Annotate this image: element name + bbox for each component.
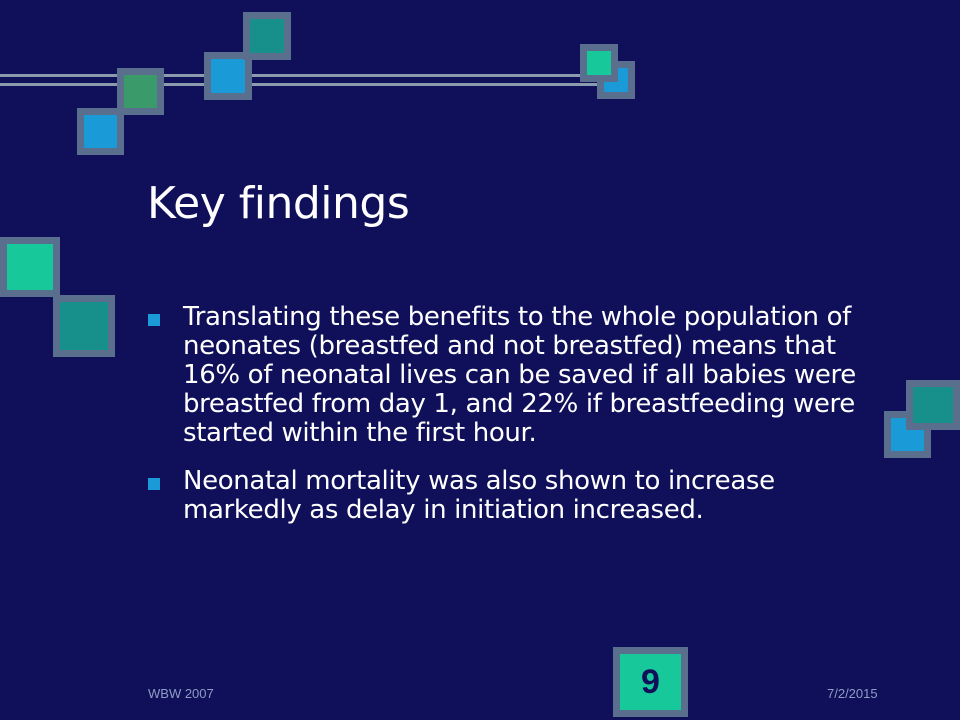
decorative-line bbox=[0, 74, 620, 77]
bullet-text: Translating these benefits to the whole population of neonates (breastfed and not breastfed) means that 16% of neonatal lives can be saved if all babies were breastfed from day 1, and 22% if breastfeeding were started within the first hour. bbox=[183, 302, 856, 448]
decorative-square bbox=[77, 108, 124, 155]
bullet-text: Neonatal mortality was also shown to increase markedly as delay in initiation increased. bbox=[183, 466, 775, 525]
decorative-square bbox=[580, 44, 618, 82]
decorative-square bbox=[906, 380, 960, 430]
square-bullet-icon bbox=[148, 314, 160, 326]
decorative-square bbox=[117, 68, 164, 115]
decorative-line bbox=[0, 83, 620, 86]
page-number-box bbox=[613, 647, 688, 717]
bullet-item bbox=[148, 467, 860, 525]
decorative-square bbox=[0, 237, 60, 297]
page-number: 9 bbox=[641, 662, 660, 701]
footer-date: 7/2/2015 bbox=[827, 686, 878, 701]
footer-left-text: WBW 2007 bbox=[148, 686, 214, 701]
square-bullet-icon bbox=[148, 478, 160, 490]
slide-title: Key findings bbox=[147, 178, 410, 229]
decorative-square bbox=[243, 12, 291, 60]
bullet-list bbox=[148, 303, 860, 544]
decorative-square bbox=[53, 295, 115, 357]
bullet-item bbox=[148, 303, 860, 448]
